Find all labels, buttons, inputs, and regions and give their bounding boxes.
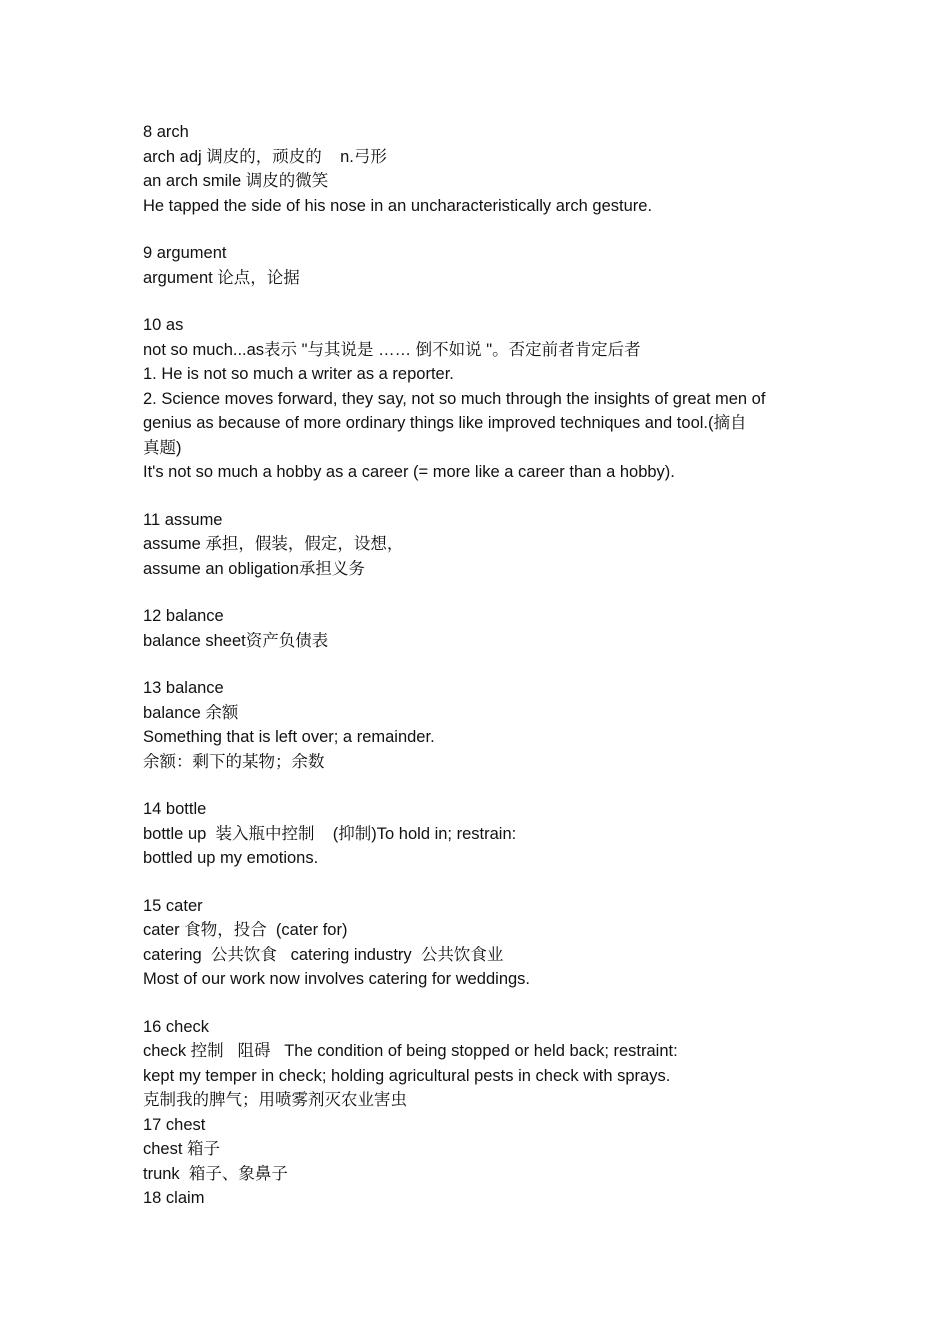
entry-line: genius as because of more ordinary things like improved techniques and tool.(摘自 [143, 414, 747, 432]
entry-heading: 18 claim [143, 1189, 205, 1207]
entry-heading: 8 arch [143, 123, 189, 141]
entry-line: check 控制 阻碍 The condition of being stopped or held back; restraint: [143, 1042, 678, 1060]
entry-line: bottle up 装入瓶中控制 (抑制)To hold in; restrain: [143, 824, 517, 843]
entry-line: 克制我的脾气；用喷雾剂灭农业害虫 [143, 1091, 407, 1109]
entry-line: Most of our work now involves catering for weddings. [143, 970, 531, 988]
entry-line: bottled up my emotions. [143, 849, 319, 867]
entry-line: balance 余额 [143, 703, 239, 722]
entry-line: It's not so much a hobby as a career (= more like a career than a hobby). [143, 463, 675, 481]
entry-line: 1. He is not so much a writer as a reporter. [143, 365, 454, 383]
entry-line: 真题) [143, 438, 182, 457]
entry-heading: 10 as [143, 316, 184, 334]
entry-heading: 15 cater [143, 896, 203, 915]
entry-line: Something that is left over; a remainder. [143, 728, 435, 746]
entry-15 [143, 894, 833, 992]
entry-line: argument 论点，论据 [143, 268, 300, 287]
entry-10 [143, 313, 833, 485]
entry-line: kept my temper in check; holding agricultural pests in check with sprays. [143, 1066, 671, 1085]
entry-9 [143, 241, 833, 290]
entry-17 [143, 1113, 833, 1187]
entry-line: 2. Science moves forward, they say, not so much through the insights of great men of [143, 389, 766, 408]
entry-heading: 11 assume [143, 510, 223, 529]
entry-line: not so much...as表示 "与其说是 …… 倒不如说 "。否定前者肯定后者 [143, 340, 641, 359]
entry-line: balance sheet资产负债表 [143, 631, 329, 650]
entry-13 [143, 676, 833, 774]
entry-heading: 17 chest [143, 1115, 206, 1134]
entry-heading: 13 balance [143, 679, 224, 697]
entry-heading: 16 check [143, 1017, 210, 1036]
entry-line: an arch smile 调皮的微笑 [143, 172, 329, 190]
entry-line: 余额：剩下的某物；余数 [143, 752, 325, 771]
entry-line: He tapped the side of his nose in an uncharacteristically arch gesture. [143, 196, 653, 215]
entry-18 [143, 1186, 833, 1211]
entry-14 [143, 797, 833, 871]
entry-heading: 14 bottle [143, 800, 207, 818]
document-page [143, 120, 833, 1211]
entry-8 [143, 120, 833, 218]
entry-heading: 9 argument [143, 244, 227, 262]
entry-line: arch adj 调皮的，顽皮的 n.弓形 [143, 147, 387, 166]
entry-12 [143, 604, 833, 653]
entry-line: catering 公共饮食 catering industry 公共饮食业 [143, 945, 504, 964]
entry-line: cater 食物，投合 (cater for) [143, 921, 348, 939]
entry-11 [143, 508, 833, 582]
entry-heading: 12 balance [143, 607, 224, 625]
entry-line: chest 箱子 [143, 1140, 221, 1158]
entry-line: assume 承担，假装，假定，设想， [143, 535, 404, 553]
entry-16 [143, 1015, 833, 1113]
entry-line: assume an obligation承担义务 [143, 559, 365, 578]
entry-line: trunk 箱子、象鼻子 [143, 1164, 288, 1183]
